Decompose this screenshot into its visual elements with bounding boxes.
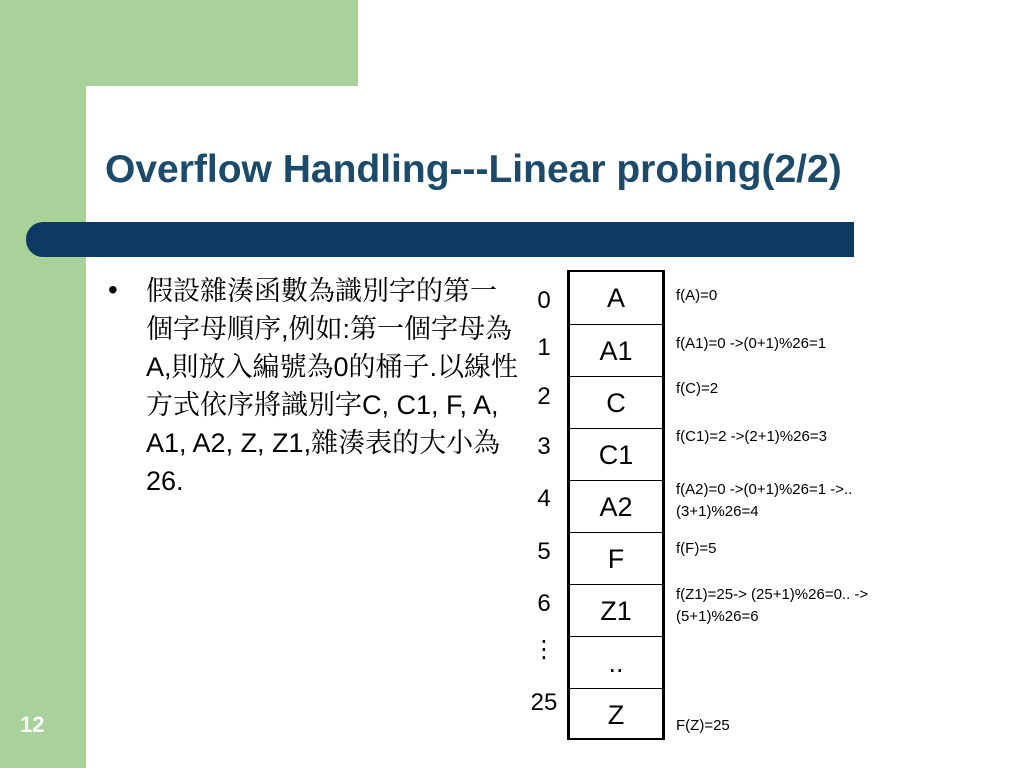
decor-green-side: [0, 0, 86, 768]
table-cell: C: [570, 376, 662, 428]
table-cell: Z1: [570, 584, 662, 636]
hash-table: [567, 270, 665, 740]
index-ellipsis: ⋮: [532, 636, 556, 663]
index-label: 4: [537, 485, 551, 512]
table-cell: C1: [570, 428, 662, 480]
note-f-z: F(Z)=25: [676, 717, 730, 734]
table-cell: A2: [570, 480, 662, 532]
bullet-dot-icon: •: [108, 274, 118, 305]
bullet-text: 假設雜湊函數為識別字的第一個字母順序,例如:第一個字母為A,則放入編號為0的桶子.以線性方式依序將識別字C, C1, F, A, A1, A2, Z, Z1,雜湊表的大小為26.: [146, 276, 519, 496]
index-label: 25: [530, 689, 558, 716]
note-f-a1: f(A1)=0 ->(0+1)%26=1: [676, 335, 827, 352]
index-label: 3: [537, 433, 551, 460]
index-label: 0: [537, 287, 551, 314]
table-cell: ..: [570, 636, 662, 688]
note-f-a: f(A)=0: [676, 287, 718, 304]
table-cell: Z: [570, 688, 662, 740]
table-cell: F: [570, 532, 662, 584]
note-f-c: f(C)=2: [676, 380, 719, 397]
note-f-f: f(F)=5: [676, 540, 717, 557]
index-label: 2: [537, 383, 551, 410]
table-cell: A1: [570, 324, 662, 376]
note-f-a2: f(A2)=0 ->(0+1)%26=1 ->..(3+1)%26=4: [676, 481, 853, 520]
index-label: 5: [537, 538, 551, 565]
table-cell: A: [606, 283, 625, 313]
note-f-z1: f(Z1)=25-> (25+1)%26=0.. ->(5+1)%26=6: [676, 586, 869, 625]
title-underline-bar: [26, 222, 854, 257]
slide-title: Overflow Handling---Linear probing(2/2): [105, 148, 842, 191]
index-label: 1: [537, 334, 551, 361]
note-f-c1: f(C1)=2 ->(2+1)%26=3: [676, 428, 827, 445]
index-label: 6: [537, 590, 551, 617]
slide-number: 12: [20, 712, 45, 737]
